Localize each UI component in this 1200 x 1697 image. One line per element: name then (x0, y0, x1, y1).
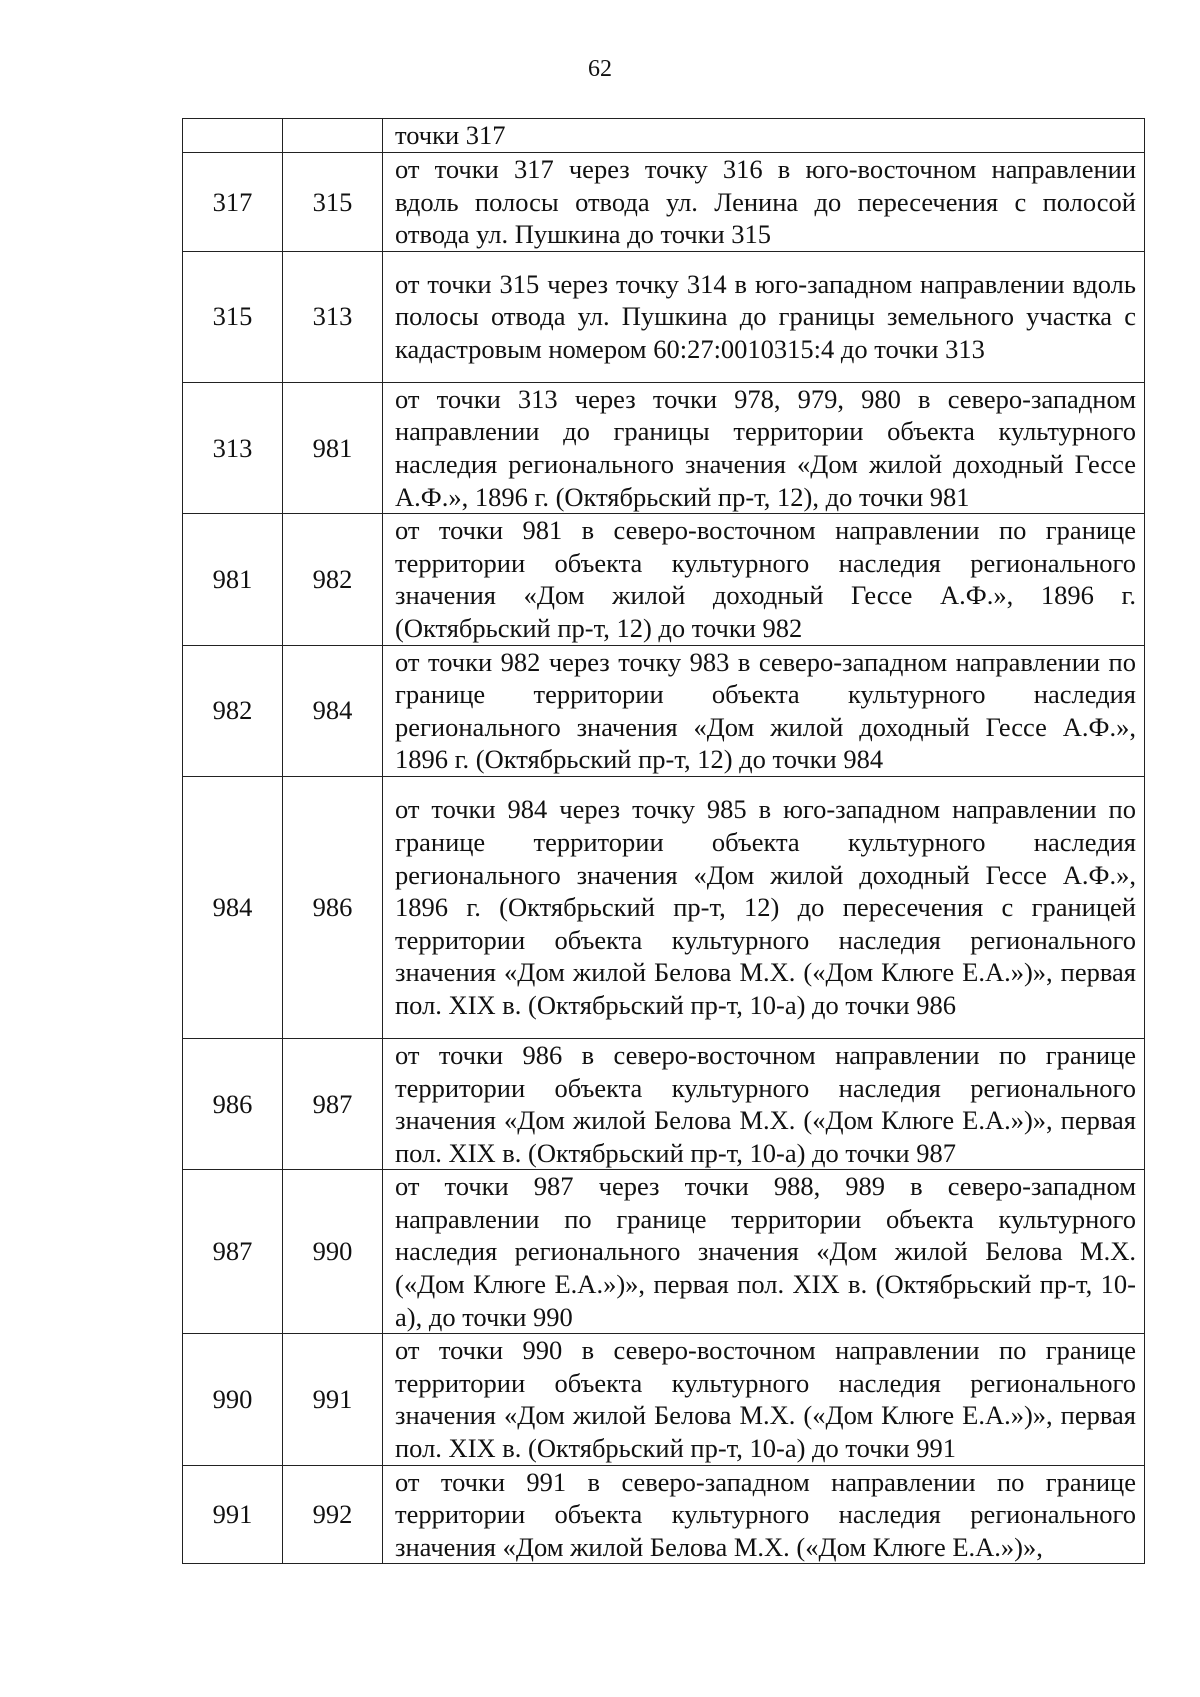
boundary-description-cell: от точки 317 через точку 316 в юго-восточном направлении вдоль полосы отвода ул. Ленина до пересечения с полосой отвода ул. Пушкина до точки 315 (383, 153, 1145, 252)
to-point-cell: 981 (283, 382, 383, 513)
boundary-description-cell: от точки 313 через точки 978, 979, 980 в северо-западном направлении до границы территории объекта культурного наследия регионального значения «Дом жилой доходный Гессе А.Ф.», 1896 г. (Октябрьский пр-т, 12), до точки 981 (383, 382, 1145, 513)
boundary-description-cell: точки 317 (383, 119, 1145, 153)
to-point-cell: 992 (283, 1465, 383, 1564)
to-point-cell: 315 (283, 153, 383, 252)
page-number: 62 (588, 56, 612, 82)
boundary-description-cell: от точки 982 через точку 983 в северо-западном направлении по границе территории объекта культурного наследия регионального значения «Дом жилой доходный Гессе А.Ф.», 1896 г. (Октябрьский пр-т, 12) до точки 984 (383, 645, 1145, 776)
from-point-cell: 986 (183, 1038, 283, 1169)
table-row (183, 382, 1145, 513)
to-point-cell: 987 (283, 1038, 383, 1169)
from-point-cell: 317 (183, 153, 283, 252)
to-point-cell: 313 (283, 251, 383, 382)
boundary-description-cell: от точки 991 в северо-западном направлении по границе территории объекта культурного наследия регионального значения «Дом жилой Белова М.Х. («Дом Клюге Е.А.»)», (383, 1465, 1145, 1564)
table-row (183, 119, 1145, 153)
from-point-cell: 981 (183, 514, 283, 645)
boundary-description-cell: от точки 984 через точку 985 в юго-западном направлении по границе территории объекта культурного наследия регионального значения «Дом жилой доходный Гессе А.Ф.», 1896 г. (Октябрьский пр-т, 12) до пересечения с границей территории объекта культурного наследия регионального значения «Дом жилой Белова М.Х. («Дом Клюге Е.А.»)», первая пол. XIX в. (Октябрьский пр-т, 10-а) до точки 986 (383, 776, 1145, 1038)
table-row (183, 153, 1145, 252)
to-point-cell: 990 (283, 1170, 383, 1334)
from-point-cell: 982 (183, 645, 283, 776)
boundary-description-cell: от точки 981 в северо-восточном направлении по границе территории объекта культурного наследия регионального значения «Дом жилой доходный Гессе А.Ф.», 1896 г. (Октябрьский пр-т, 12) до точки 982 (383, 514, 1145, 645)
to-point-cell: 982 (283, 514, 383, 645)
from-point-cell: 991 (183, 1465, 283, 1564)
to-point-cell: 986 (283, 776, 383, 1038)
table-row (183, 645, 1145, 776)
table-row (183, 1170, 1145, 1334)
table-row (183, 776, 1145, 1038)
table-row (183, 1334, 1145, 1465)
from-point-cell: 984 (183, 776, 283, 1038)
boundary-description-cell: от точки 315 через точку 314 в юго-западном направлении вдоль полосы отвода ул. Пушкина до границы земельного участка с кадастровым номером 60:27:0010315:4 до точки 313 (383, 251, 1145, 382)
table-row (183, 1465, 1145, 1564)
table-row (183, 1038, 1145, 1169)
from-point-cell: 313 (183, 382, 283, 513)
boundary-table (182, 118, 1145, 1564)
from-point-cell (183, 119, 283, 153)
table-row (183, 251, 1145, 382)
boundary-table-body (183, 119, 1145, 1564)
from-point-cell: 990 (183, 1334, 283, 1465)
to-point-cell (283, 119, 383, 153)
from-point-cell: 987 (183, 1170, 283, 1334)
to-point-cell: 991 (283, 1334, 383, 1465)
boundary-description-cell: от точки 990 в северо-восточном направлении по границе территории объекта культурного наследия регионального значения «Дом жилой Белова М.Х. («Дом Клюге Е.А.»)», первая пол. XIX в. (Октябрьский пр-т, 10-а) до точки 991 (383, 1334, 1145, 1465)
boundary-description-cell: от точки 987 через точки 988, 989 в северо-западном направлении по границе территории объекта культурного наследия регионального значения «Дом жилой Белова М.Х. («Дом Клюге Е.А.»)», первая пол. XIX в. (Октябрьский пр-т, 10-а), до точки 990 (383, 1170, 1145, 1334)
from-point-cell: 315 (183, 251, 283, 382)
to-point-cell: 984 (283, 645, 383, 776)
table-row (183, 514, 1145, 645)
boundary-description-cell: от точки 986 в северо-восточном направлении по границе территории объекта культурного наследия регионального значения «Дом жилой Белова М.Х. («Дом Клюге Е.А.»)», первая пол. XIX в. (Октябрьский пр-т, 10-а) до точки 987 (383, 1038, 1145, 1169)
